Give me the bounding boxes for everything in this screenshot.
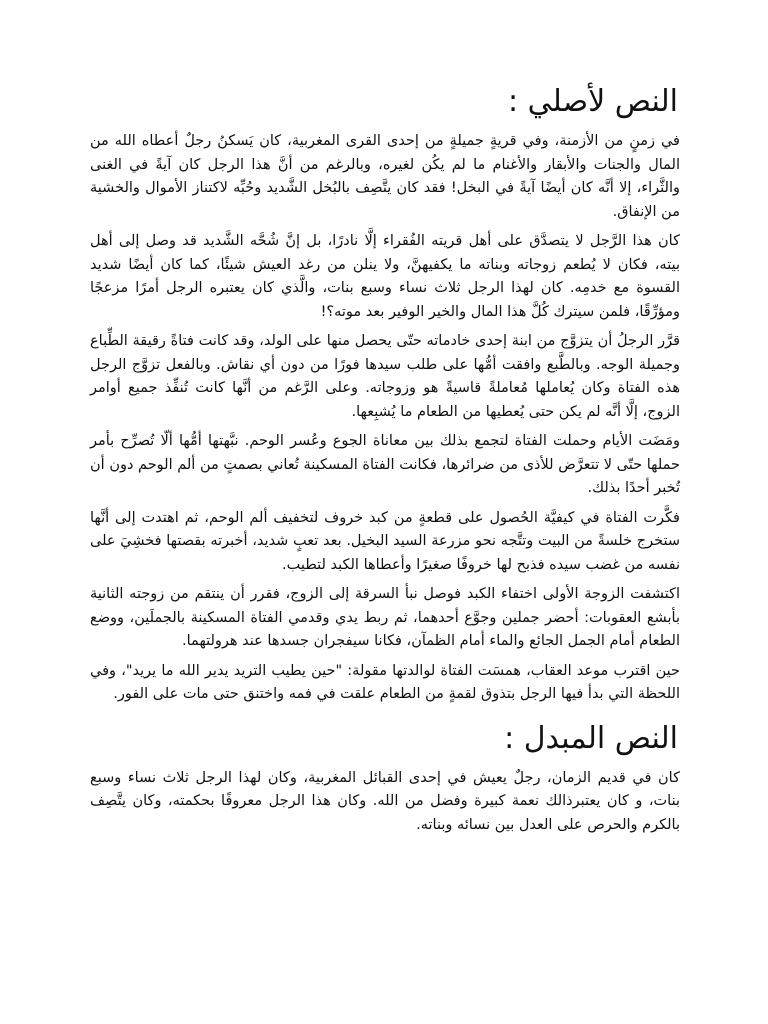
original-text-heading: النص لأصلي :: [508, 84, 678, 119]
original-paragraph-1: في زمنٍ من الأزمنة، وفي قريةٍ جميلةٍ من إحدى القرى المغربية، كان يَسكنُ رجلٌ أعطاه الله من المال والجنات والأبقار والأغنام ما لم يكُن لغيره، وبالرغم من أنَّ هذا الرجل كان آيةً في الغنى والثَّراء، إلا أنَّه كان أيضًا آيةً في البخل! فقد كان يتَّصِف بالبُخل الشَّديد وحُبِّه لاكتناز الأموال والخشية من الإنفاق.: [90, 133, 680, 220]
original-paragraph-5: فكَّرت الفتاة في كيفيَّة الحُصول على قطعةٍ من كبد خروف لتخفيف ألم الوحم، ثم اهتدت إلى أنَّها ستخرج خلسةً من البيت وتتَّجه نحو مزرعة السيد البخيل. بعد تعبٍ شديد، أخبرته بقصتها فخشِيَ على نفسه من غضب سيده فذبح لها خروفًا صغيرًا وأعطاها الكبد لتطيب.: [90, 509, 680, 573]
original-paragraph-2: كان هذا الرَّجل لا يتصدَّق على أهل قريته الفُقراء إلَّا نادرًا، بل إنَّ شُحَّه الشَّديد قد وصل إلى أهل بيته، فكان لا يُطعم زوجاته وبناته ما يكفيهنَّ، ولا ينلن من رغد العيش شيئًا، كما كان أيضًا شديد القسوة مع خدمِه. كان لهذا الرجل ثلاث نساء وسبع بنات، والَّذي كان يعتبره الرجل أمرًا مزعجًا ومؤرِّقًا، فلمن سيترك كُلَّ هذا المال والخير الوفير بعد موته؟!: [90, 233, 680, 320]
document-page: [90, 80, 680, 843]
original-paragraph-6: اكتشفت الزوجة الأولى اختفاء الكبد فوصل نبأ السرقة إلى الزوج، فقرر أن ينتقم من زوجته الثانية بأبشع العقوبات: أحضر جملين وجوَّع أحدهما، ثم ربط يدي وقدمي الفتاة المسكينة بالجملَين، ووضع الطعام أمام الجمل الجائع والماء أمام الظمآن، فكانا سيفجران جسدها عند هرولتهما.: [90, 586, 680, 649]
modified-paragraph-1: كان في قديم الزمان، رجلٌ يعيش في إحدى القبائل المغربية، وكان لهذا الرجل ثلاث نساء وسبع بنات، و كان يعتبرذالك نعمة كبيرة وفضل من الله. وكان هذا الرجل معروفًا بحكمته، وكان يتَّصِف بالكرم والحرص على العدل بين نسائه وبناته.: [90, 769, 680, 833]
original-paragraph-3: قرَّر الرجلُ أن يتزوَّج من ابنة إحدى خادماته حتّى يحصل منها على الولد، وقد كانت فتاةً رقيقة الطِّباع وجميلة الوجه. وبالطَّبع وافقت أمُّها على طلب سيدها فورًا من دون أي نقاش. وبالفعل تزوَّج الرجل هذه الفتاة وكان يُعاملها مُعاملةً قاسيةً هو وزوجاته. وعلى الرَّغم من أنَّها كانت تُنفِّذ جميع أوامر الزوج، إلَّا أنَّه لم يكن حتى يُعطيها من الطعام ما يُشبِعها.: [90, 333, 680, 420]
original-paragraph-4: ومَضَت الأيام وحملت الفتاة لتجمع بذلك بين معاناة الجوع وعُسر الوحم. نبَّهتها أمُّها ألّا تُصرِّح بأمر حملها حتّى لا تتعرَّض للأذى من ضرائرها، فكانت الفتاة المسكينة تُعاني بصمتٍ من ألم الوحم دون أن تُخبر أحدًا بذلك.: [90, 433, 680, 496]
modified-text-heading: النص المبدل :: [504, 720, 678, 756]
original-paragraph-7: حين اقترب موعد العقاب، همسَت الفتاة لوالدتها مقولة: "حين يطيب التريد يدير الله ما يريد"، وفي اللحظة التي بدأ فيها الرجل بتذوق لقمةٍ من الطعام علقت في فمه واختنق حتى مات على الفور.: [90, 662, 680, 702]
